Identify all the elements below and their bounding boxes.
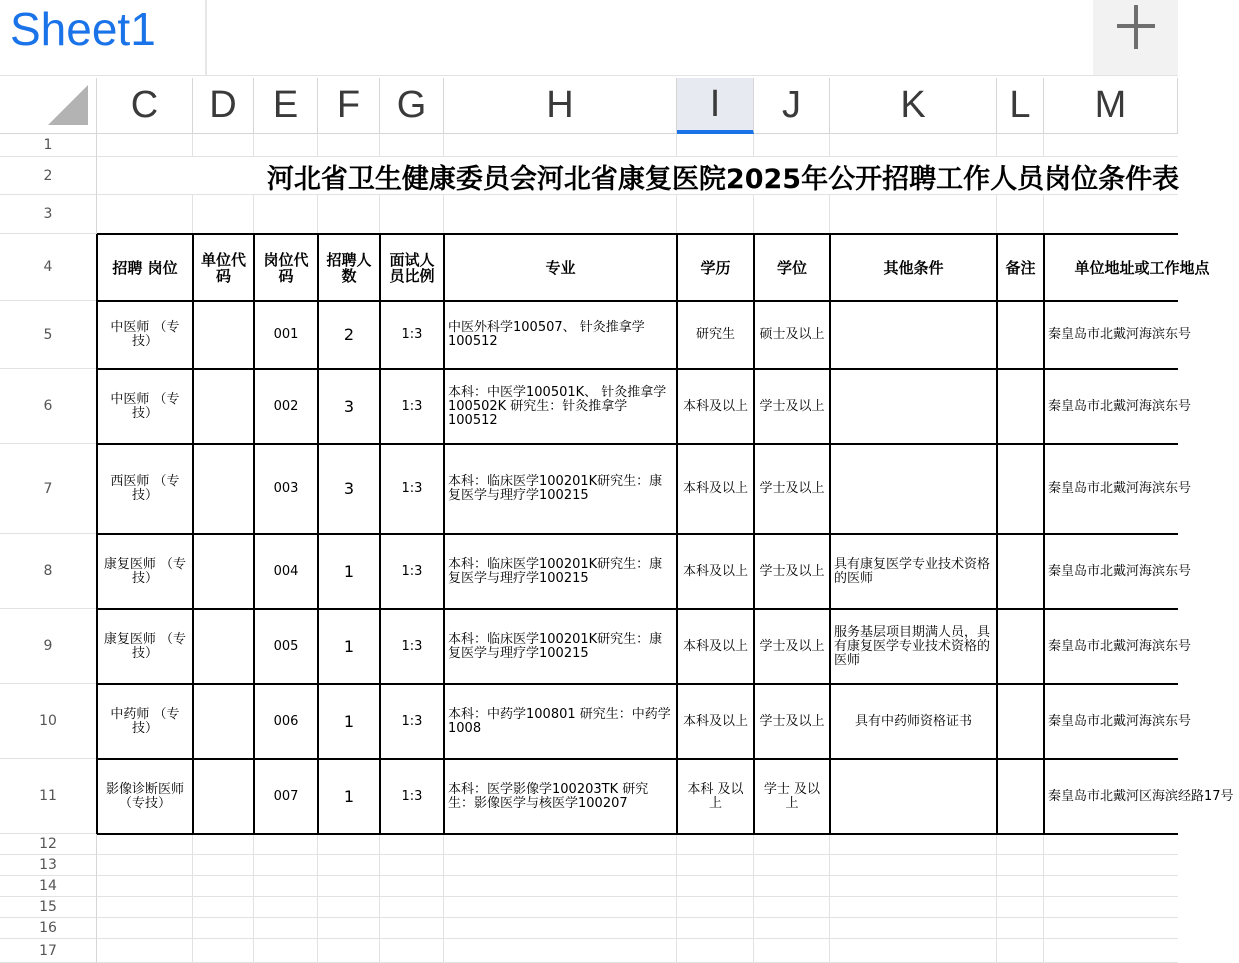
cell-degree[interactable]: 学士及以上 <box>759 638 825 654</box>
cell-post-code[interactable]: 001 <box>273 327 299 342</box>
gridline-v <box>1043 134 1044 157</box>
row-header-11[interactable]: 11 <box>0 759 97 834</box>
cell-other[interactable] <box>831 370 996 443</box>
header-cell-degree[interactable]: 学位 <box>776 258 807 277</box>
header-cell-ratio[interactable]: 面试人员比例 <box>389 250 435 285</box>
header-cell-count[interactable]: 招聘人数 <box>326 250 372 285</box>
cell-ratio[interactable]: 1:3 <box>401 481 423 496</box>
column-header-g[interactable]: G <box>380 78 444 134</box>
cell-address[interactable]: 秦皇岛市北戴河海滨东号 <box>1048 481 1192 496</box>
row-header-15[interactable]: 15 <box>0 897 97 918</box>
cell-note[interactable] <box>998 445 1043 533</box>
gridline-v <box>379 195 380 234</box>
cell-count[interactable]: 1 <box>343 786 355 806</box>
gridline-v <box>829 834 830 963</box>
cell-ratio[interactable]: 1:3 <box>401 788 423 804</box>
cell-address[interactable]: 秦皇岛市北戴河区海滨经路17号 <box>1048 788 1234 804</box>
cell-note[interactable] <box>998 610 1043 683</box>
cell-education[interactable]: 本科及以上 <box>682 398 748 414</box>
cell-other[interactable]: 具有康复医学专业技术资格的医师 <box>834 556 991 586</box>
cell-unit-code[interactable] <box>194 302 253 368</box>
gridline-h <box>97 854 1178 855</box>
cell-degree[interactable]: 学士及以上 <box>759 713 825 729</box>
cell-note[interactable] <box>998 685 1043 758</box>
gridline-h <box>97 896 1178 897</box>
cell-education[interactable]: 本科及以上 <box>682 481 748 496</box>
column-header-i[interactable]: I <box>677 78 754 134</box>
row-header-3[interactable]: 3 <box>0 195 97 234</box>
row-header-12[interactable]: 12 <box>0 834 97 855</box>
row-header-1[interactable]: 1 <box>0 134 97 157</box>
cell-note[interactable] <box>998 760 1043 833</box>
header-cell-education[interactable]: 学历 <box>700 258 731 277</box>
gridline-v <box>192 134 193 157</box>
cell-unit-code[interactable] <box>194 535 253 608</box>
column-header-h[interactable]: H <box>444 78 677 134</box>
cell-count[interactable]: 2 <box>343 325 355 344</box>
cell-ratio[interactable]: 1:3 <box>401 563 423 579</box>
cell-major[interactable]: 本科：临床医学100201K研究生：康复医学与理疗学100215 <box>448 474 663 503</box>
cell-post[interactable]: 中医师 （专技） <box>110 320 180 349</box>
cell-degree[interactable]: 学士及以上 <box>759 563 825 579</box>
cell-education[interactable]: 本科 及以上 <box>687 781 744 811</box>
cell-major[interactable]: 本科：中药学100801 研究生：中药学1008 <box>448 706 671 736</box>
gridline-v <box>443 834 444 963</box>
gridline-v <box>1043 834 1044 963</box>
gridline-v <box>379 134 380 157</box>
cell-major[interactable]: 中医外科学100507、 针灸推拿学100512 <box>448 320 645 349</box>
gridline-v <box>253 834 254 963</box>
gridline-h <box>97 917 1178 918</box>
cell-count[interactable]: 1 <box>343 561 355 581</box>
gridline-v <box>1043 195 1044 234</box>
cell-major[interactable]: 本科：临床医学100201K研究生：康复医学与理疗学100215 <box>448 631 663 661</box>
gridline-v <box>829 134 830 157</box>
gridline-v <box>253 195 254 234</box>
header-cell-other[interactable]: 其他条件 <box>883 258 944 277</box>
gridline-v <box>753 834 754 963</box>
gridline-v <box>317 134 318 157</box>
row-header-17[interactable]: 17 <box>0 939 97 963</box>
column-header-c[interactable]: C <box>97 78 193 134</box>
cell-other[interactable] <box>831 302 996 368</box>
column-header-l[interactable]: L <box>997 78 1044 134</box>
header-cell-post[interactable]: 招聘 岗位 <box>112 258 178 277</box>
cell-degree[interactable]: 学士及以上 <box>759 398 825 414</box>
gridline-v <box>753 195 754 234</box>
gridline-v <box>192 195 193 234</box>
cell-education[interactable]: 本科及以上 <box>682 713 748 729</box>
row-header-2[interactable]: 2 <box>0 157 97 195</box>
row-header-13[interactable]: 13 <box>0 855 97 876</box>
cell-unit-code[interactable] <box>194 445 253 533</box>
column-header-k[interactable]: K <box>830 78 997 134</box>
row-header-8[interactable]: 8 <box>0 534 97 609</box>
cell-address[interactable]: 秦皇岛市北戴河海滨东号 <box>1048 398 1192 414</box>
cell-post[interactable]: 影像诊断医师（专技） <box>105 781 184 811</box>
cell-major[interactable]: 本科：医学影像学100203TK 研究生：影像医学与核医学100207 <box>448 781 649 811</box>
cell-address[interactable]: 秦皇岛市北戴河海滨东号 <box>1048 638 1192 654</box>
gridline-v <box>443 134 444 157</box>
column-header-e[interactable]: E <box>254 78 318 134</box>
cell-major[interactable]: 本科：中医学100501K、 针灸推拿学100502K 研究生：针灸推拿学100512 <box>448 384 667 428</box>
cell-post-code[interactable]: 004 <box>273 563 299 579</box>
cell-count[interactable]: 3 <box>343 396 355 416</box>
row-header-4[interactable]: 4 <box>0 234 97 301</box>
cell-count[interactable]: 1 <box>343 636 355 656</box>
cell-other[interactable] <box>831 445 996 533</box>
cell-post-code[interactable]: 005 <box>273 638 299 654</box>
cell-post-code[interactable]: 002 <box>273 398 299 414</box>
row-header-7[interactable]: 7 <box>0 444 97 534</box>
table-border-h <box>97 833 1178 835</box>
sheet-tab-label: Sheet1 <box>10 3 156 55</box>
cell-post[interactable]: 康复医师 （专技） <box>103 556 187 586</box>
gridline-v <box>443 195 444 234</box>
row-header-9[interactable]: 9 <box>0 609 97 684</box>
gridline-v <box>253 134 254 157</box>
cell-unit-code[interactable] <box>194 760 253 833</box>
row-header-6[interactable]: 6 <box>0 369 97 444</box>
sheet-title-text: 河北省卫生健康委员会河北省康复医院2025年公开招聘工作人员岗位条件表 <box>266 163 1180 195</box>
cell-other[interactable]: 具有中药师资格证书 <box>854 713 972 729</box>
cell-degree[interactable]: 学士及以上 <box>759 481 825 496</box>
header-cell-major[interactable]: 专业 <box>545 258 576 277</box>
gridline-h <box>97 875 1178 876</box>
cell-other[interactable] <box>831 760 996 833</box>
header-cell-address[interactable]: 单位地址或工作地点 <box>1074 258 1210 277</box>
gridline-v <box>753 134 754 157</box>
header-cell-note[interactable]: 备注 <box>1005 258 1036 277</box>
cell-note[interactable] <box>998 370 1043 443</box>
cell-degree[interactable]: 学士 及以上 <box>763 781 821 811</box>
cell-note[interactable] <box>998 302 1043 368</box>
cell-other[interactable]: 服务基层项目期满人员，具有康复医学专业技术资格的医师 <box>834 624 991 668</box>
column-header-d[interactable]: D <box>193 78 254 134</box>
column-header-m[interactable]: M <box>1044 78 1178 134</box>
cell-count[interactable]: 1 <box>343 711 355 731</box>
gridline-v <box>317 834 318 963</box>
cell-post[interactable]: 康复医师 （专技） <box>103 631 187 661</box>
gridline-h <box>97 938 1178 939</box>
cell-post-code[interactable]: 007 <box>273 788 299 804</box>
cell-post[interactable]: 中药师 （专技） <box>110 706 180 736</box>
header-cell-post-code[interactable]: 岗位代码 <box>263 250 309 285</box>
cell-education[interactable]: 本科及以上 <box>682 563 748 579</box>
cell-unit-code[interactable] <box>194 370 253 443</box>
cell-post[interactable]: 中医师 （专技） <box>110 391 180 421</box>
cell-note[interactable] <box>998 535 1043 608</box>
cell-count[interactable]: 3 <box>343 479 355 498</box>
header-cell-unit-code[interactable]: 单位代码 <box>200 250 246 285</box>
gridline-v <box>996 134 997 157</box>
cell-post-code[interactable]: 003 <box>273 481 299 496</box>
row-header-5[interactable]: 5 <box>0 301 97 369</box>
cell-major[interactable]: 本科：临床医学100201K研究生：康复医学与理疗学100215 <box>448 556 663 586</box>
gridline-v <box>676 134 677 157</box>
gridline-v <box>379 834 380 963</box>
column-header-j[interactable]: J <box>754 78 830 134</box>
cell-address[interactable]: 秦皇岛市北戴河海滨东号 <box>1048 327 1192 342</box>
row-header-14[interactable]: 14 <box>0 876 97 897</box>
sheet-title <box>98 157 1178 195</box>
cell-ratio[interactable]: 1:3 <box>401 713 423 729</box>
row-header-16[interactable]: 16 <box>0 918 97 939</box>
cell-unit-code[interactable] <box>194 685 253 758</box>
column-header-f[interactable]: F <box>318 78 380 134</box>
gridline-v <box>676 834 677 963</box>
cell-post-code[interactable]: 006 <box>273 713 299 729</box>
cell-ratio[interactable]: 1:3 <box>401 327 423 342</box>
gridline-v <box>192 834 193 963</box>
cell-unit-code[interactable] <box>194 610 253 683</box>
gridline-v <box>829 195 830 234</box>
gridline-v <box>676 195 677 234</box>
gridline-v <box>996 834 997 963</box>
cell-degree[interactable]: 硕士及以上 <box>759 327 825 342</box>
cell-address[interactable]: 秦皇岛市北戴河海滨东号 <box>1048 563 1192 579</box>
cell-post[interactable]: 西医师 （专技） <box>110 474 180 503</box>
gridline-v <box>996 195 997 234</box>
cell-address[interactable]: 秦皇岛市北戴河海滨东号 <box>1048 713 1192 729</box>
row-header-10[interactable]: 10 <box>0 684 97 759</box>
corner-triangle-icon <box>48 85 88 125</box>
cell-ratio[interactable]: 1:3 <box>401 638 423 654</box>
cell-education[interactable]: 本科及以上 <box>682 638 748 654</box>
gridline-v <box>317 195 318 234</box>
select-all-corner[interactable] <box>0 78 97 134</box>
cell-education[interactable]: 研究生 <box>695 327 735 342</box>
cell-ratio[interactable]: 1:3 <box>401 398 423 414</box>
